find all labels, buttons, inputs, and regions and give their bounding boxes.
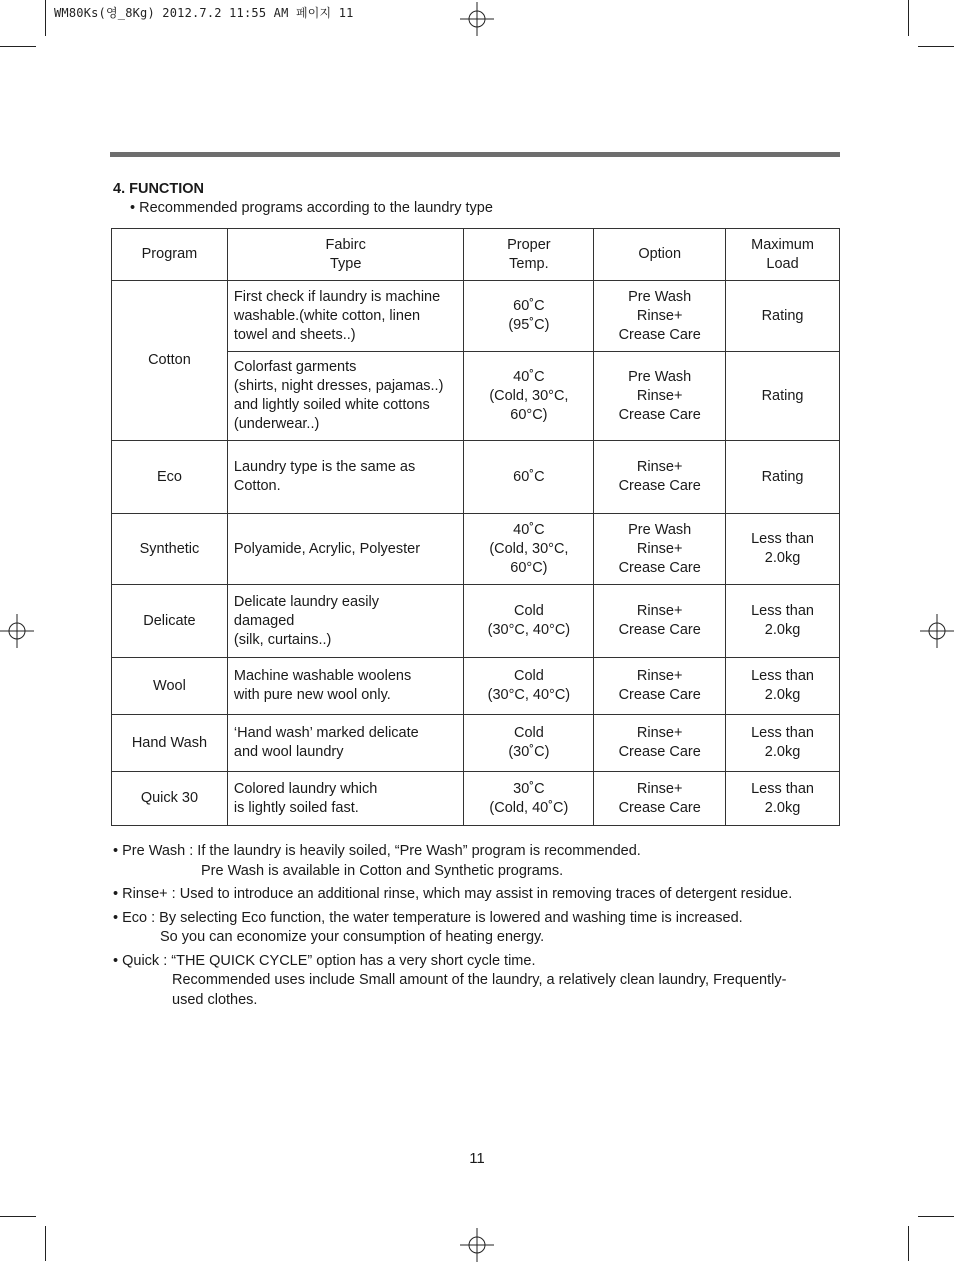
section-title: 4. FUNCTION xyxy=(113,181,205,197)
temp-cell: Cold (30˚C) xyxy=(464,715,594,772)
load-cell: Rating xyxy=(726,281,840,352)
crop-mark-tr-h xyxy=(918,46,954,47)
note-lead: • Pre Wash : If the laundry is heavily soiled, “Pre Wash” program is recommended. xyxy=(113,843,641,859)
program-cell: Eco xyxy=(112,441,228,514)
table-row xyxy=(112,441,840,514)
temp-cell: Cold (30°C, 40°C) xyxy=(464,585,594,658)
load-cell: Less than 2.0kg xyxy=(726,715,840,772)
program-cell: Cotton xyxy=(112,281,228,441)
option-cell: Pre Wash Rinse+ Crease Care xyxy=(594,352,726,441)
load-cell: Less than 2.0kg xyxy=(726,585,840,658)
table-row xyxy=(112,658,840,715)
note-pre-wash xyxy=(113,842,833,881)
print-slug: WM80Ks(영_8Kg) 2012.7.2 11:55 AM 페이지 11 xyxy=(54,6,354,20)
table-row xyxy=(112,772,840,826)
load-cell: Rating xyxy=(726,441,840,514)
option-cell: Rinse+ Crease Care xyxy=(594,715,726,772)
temp-cell: 30˚C (Cold, 40˚C) xyxy=(464,772,594,826)
note-eco xyxy=(113,909,833,948)
temp-cell: Cold (30°C, 40°C) xyxy=(464,658,594,715)
header-rule xyxy=(110,152,840,157)
header-fabric-type: Fabirc Type xyxy=(227,229,464,281)
fabric-cell: Machine washable woolens with pure new wool only. xyxy=(227,658,464,715)
table-row xyxy=(112,514,840,585)
registration-mark-icon xyxy=(920,614,954,648)
page-number: 11 xyxy=(469,1150,485,1167)
load-cell: Less than 2.0kg xyxy=(726,514,840,585)
registration-mark-icon xyxy=(460,2,494,36)
note-continuation: Pre Wash is available in Cotton and Synthetic programs. xyxy=(201,862,564,879)
note-continuation: Recommended uses include Small amount of the laundry, a relatively clean laundry, Frequently- used clothes. xyxy=(172,972,787,1008)
crop-mark-br-h xyxy=(918,1216,954,1217)
program-cell: Delicate xyxy=(112,585,228,658)
section-subtitle: • Recommended programs according to the laundry type xyxy=(130,200,493,216)
registration-mark-icon xyxy=(0,614,34,648)
fabric-cell: ‘Hand wash’ marked delicate and wool laundry xyxy=(227,715,464,772)
header-proper-temp: Proper Temp. xyxy=(464,229,594,281)
table-header-row xyxy=(112,229,840,281)
program-cell: Hand Wash xyxy=(112,715,228,772)
crop-mark-tl-h xyxy=(0,46,36,47)
table-row xyxy=(112,585,840,658)
crop-mark-tl-v xyxy=(45,0,46,36)
option-cell: Rinse+ Crease Care xyxy=(594,772,726,826)
header-maximum-load: Maximum Load xyxy=(726,229,840,281)
fabric-cell: Polyamide, Acrylic, Polyester xyxy=(227,514,464,585)
crop-mark-bl-h xyxy=(0,1216,36,1217)
note-lead: • Rinse+ : Used to introduce an additional rinse, which may assist in removing traces of detergent residue. xyxy=(113,886,793,902)
temp-cell: 60˚C (95˚C) xyxy=(464,281,594,352)
program-cell: Wool xyxy=(112,658,228,715)
registration-mark-icon xyxy=(460,1228,494,1262)
option-cell: Pre Wash Rinse+ Crease Care xyxy=(594,281,726,352)
load-cell: Less than 2.0kg xyxy=(726,658,840,715)
program-table xyxy=(111,228,840,826)
note-quick xyxy=(113,952,833,1011)
program-cell: Synthetic xyxy=(112,514,228,585)
table-row xyxy=(112,715,840,772)
note-rinse-plus xyxy=(113,885,833,905)
note-lead: • Quick : “THE QUICK CYCLE” option has a very short cycle time. xyxy=(113,952,536,969)
note-lead: • Eco : By selecting Eco function, the water temperature is lowered and washing time is increased. xyxy=(113,909,743,926)
notes-section xyxy=(113,842,833,1014)
option-cell: Pre Wash Rinse+ Crease Care xyxy=(594,514,726,585)
option-cell: Rinse+ Crease Care xyxy=(594,585,726,658)
crop-mark-tr-v xyxy=(908,0,909,36)
fabric-cell: Delicate laundry easily damaged (silk, curtains..) xyxy=(227,585,464,658)
header-option: Option xyxy=(594,229,726,281)
crop-mark-br-v xyxy=(908,1226,909,1261)
temp-cell: 40˚C (Cold, 30°C, 60°C) xyxy=(464,352,594,441)
option-cell: Rinse+ Crease Care xyxy=(594,658,726,715)
temp-cell: 40˚C (Cold, 30°C, 60°C) xyxy=(464,514,594,585)
load-cell: Rating xyxy=(726,352,840,441)
load-cell: Less than 2.0kg xyxy=(726,772,840,826)
temp-cell: 60˚C xyxy=(464,441,594,514)
option-cell: Rinse+ Crease Care xyxy=(594,441,726,514)
crop-mark-bl-v xyxy=(45,1226,46,1261)
fabric-cell: Laundry type is the same as Cotton. xyxy=(227,441,464,514)
program-cell: Quick 30 xyxy=(112,772,228,826)
note-continuation: So you can economize your consumption of heating energy. xyxy=(160,929,545,945)
fabric-cell: Colorfast garments (shirts, night dresses, pajamas..) and lightly soiled white cottons (underwear..) xyxy=(227,352,464,441)
fabric-cell: Colored laundry which is lightly soiled fast. xyxy=(227,772,464,826)
fabric-cell: First check if laundry is machine washable.(white cotton, linen towel and sheets..) xyxy=(227,281,464,352)
header-program: Program xyxy=(112,229,228,281)
table-row xyxy=(112,281,840,352)
